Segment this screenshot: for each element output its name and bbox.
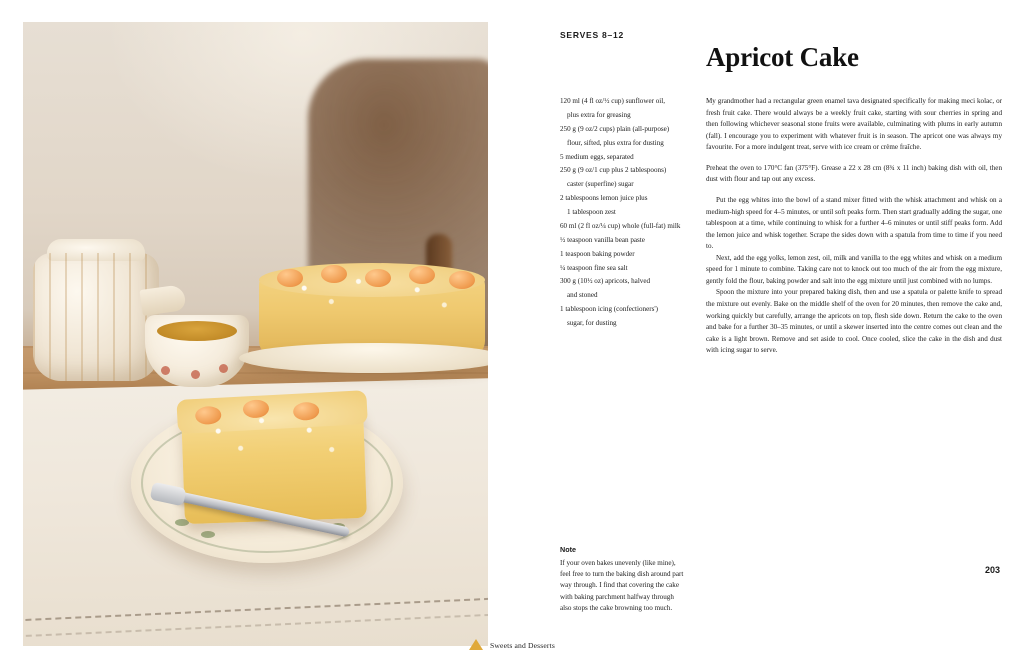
list-item: 5 medium eggs, separated [560,152,634,161]
teapot-spout [139,284,186,316]
list-item: 60 ml (2 fl oz/¼ cup) whole (full-fat) milk [560,221,681,230]
recipe-photo [23,22,488,646]
method-text [706,96,1002,357]
list-item: and stoned [567,291,598,300]
list-item: caster (superfine) sugar [567,180,634,189]
ingredients-items [560,96,688,329]
note-title: Note [560,545,576,554]
ingredients-list [560,96,688,332]
cup-flower-motif [191,370,200,379]
list-item: 2 tablespoons lemon juice plus [560,194,648,203]
teapot [33,253,159,381]
method-step-3: Next, add the egg yolks, lemon zest, oil, milk and vanilla to the egg whites and whisk on a medium speed for 1 minute to combine. Taking care not to knock out too much of the air from the egg mixture, gently fold the flour, baking powder and salt into the egg mixture until just combined with no lumps. [706,253,1002,285]
list-item: 120 ml (4 fl oz/½ cup) sunflower oil, [560,97,666,105]
list-item: 1 tablespoon zest [567,208,616,216]
method-step-4: Spoon the mixture into your prepared baking dish, then and use a spatula or palette knife to spread the mixture out evenly. Bake on the middle shelf of the oven for 20 minutes, then remove the cake and, working quickly but carefully, arrange the apricots on top, flesh side down. Return the cake to the oven and bake for a further 30–35 minutes, or until a skewer inserted into the centre comes out clean and the cake is a light brown. Remove and set aside to cool. Once cooled, slice the cake in the dish and dust with icing sugar to serve. [706,288,1002,355]
method-step-1: Preheat the oven to 170°C fan (375°F). Grease a 22 x 28 cm (8¾ x 11 inch) baking dish with oil, then dust with flour and tap out any excess. [706,163,1002,184]
teapot-stripes [33,253,159,381]
cup-flower-motif [161,366,170,375]
list-item: sugar, for dusting [567,319,617,327]
triangle-ornament-icon [469,639,483,650]
list-item: 300 g (10½ oz) apricots, halved [560,277,651,286]
list-item: flour, sifted, plus extra for dusting [567,138,664,147]
note-body: If your oven bakes unevenly (like mine), feel free to turn the baking dish around part way through. I find that covering the cake with baking parchment halfway through also stops the cake browning too much. [560,558,684,612]
recipe-text-page [520,0,1024,668]
list-item: plus extra for greasing [567,110,631,119]
stand-plate [239,343,488,373]
recipe-note [560,544,684,614]
cake-stand [253,253,488,373]
page-number: 203 [984,565,1000,575]
chapter-label: Sweets and Desserts [490,641,555,650]
method-step-2: Put the egg whites into the bowl of a stand mixer fitted with the whisk attachment and whisk on a medium-high speed for 4–5 minutes, or until soft peaks form. Then start gradually adding the sugar, one tablespoon at a time, while continuing to whisk for a further 4–6 minutes or until stiff peaks form. Add the lemon juice and whisk together. Scrape the sides down with a spatula from time to time if you need to. [706,195,1002,251]
list-item: 1 tablespoon icing (confectioners') [560,305,658,314]
list-item: 250 g (9 oz/1 cup plus 2 tablespoons) [560,166,667,175]
list-item: 1 teaspoon baking powder [560,249,635,258]
footer [0,637,1024,650]
recipe-intro: My grandmother had a rectangular green enamel tava designated specifically for making meci kolac, or fresh fruit cake. There would always be a weekly fruit cake, starting with sour cherries in spring and then following whichever seasonal stone fruits were available, culminating with plums in early autumn (fall). I encourage you to experiment with whatever fruit is in season. The apricot one was always my favourite. For a more indulgent treat, serve with ice cream or crème fraîche. [706,97,1002,152]
serves-label: SERVES 8–12 [560,30,625,40]
list-item: ¼ teaspoon fine sea salt [560,263,628,272]
teacup [145,315,249,387]
page-title: Apricot Cake [706,42,859,73]
photo-scene [23,22,488,646]
tea-liquid [157,321,237,341]
list-item: ½ teaspoon vanilla bean paste [560,235,645,244]
cup-flower-motif [219,364,228,373]
plate-leaf-motif [201,531,215,538]
list-item: 250 g (9 oz/2 cups) plain (all-purpose) [560,124,670,133]
